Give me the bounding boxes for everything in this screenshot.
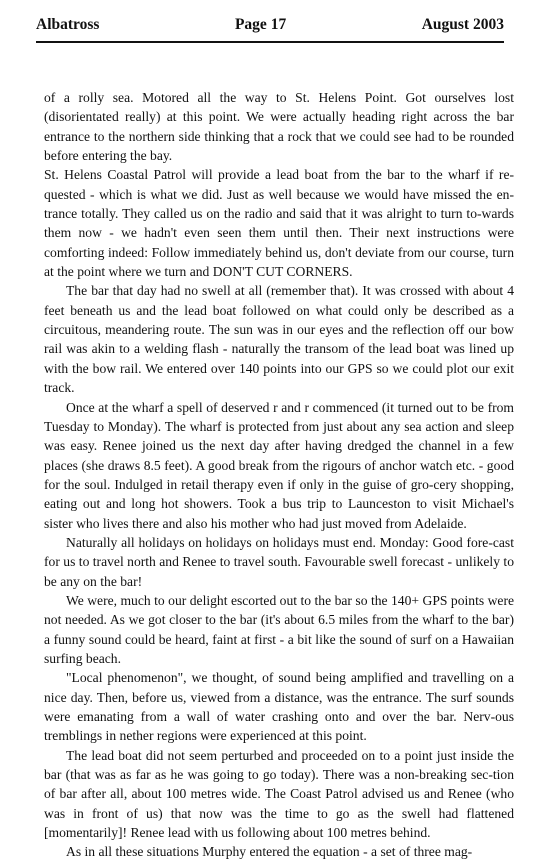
paragraph: We were, much to our delight escorted out to the bar so the 140+ GPS points were not needed. As we got closer to the bar (it's about 6.5 miles from the wharf to the bar) a funny sound could be heard, faint at first - a bit like the sound of surf on a Hawaiian surfing beach. xyxy=(44,592,514,666)
paragraph: St. Helens Coastal Patrol will provide a lead boat from the bar to the wharf if re-quested - which is what we did. Just as well because we would have missed the en-trance totally. They called us on the radio and said that it was alright to turn to-wards them now - we hadn't even seen them until then. Their next instructions were comforting indeed: Follow immediately behind us, don't deviate from our course, turn at the point where we turn and DON'T CUT CORNERS. xyxy=(44,167,514,280)
publication-title: Albatross xyxy=(36,16,100,33)
issue-date: August 2003 xyxy=(421,16,504,33)
paragraph: As in all these situations Murphy entered the equation - a set of three mag- xyxy=(66,844,473,860)
paragraph: The bar that day had no swell at all (remember that). It was crossed with about 4 feet beneath us and the lead boat followed on what could only be described as a circuitous, meandering route. The sun was in our eyes and the reflection off our bow rail was akin to a welding flash - naturally the transom of the lead boat was lined up with the bow rail. We entered over 140 points into our GPS so we could plot our exit track. xyxy=(44,283,514,396)
article-body xyxy=(44,88,514,862)
paragraph: Once at the wharf a spell of deserved r and r commenced (it turned out to be from Tuesday to Monday). The wharf is protected from just about any sea action and sleep was easy. Renee joined us the next day after having dredged the channel in a few places (she draws 8.5 feet). A good break from the rigours of anchor watch etc. - good for the soul. Indulged in retail therapy even if only in the guise of gro-cery shopping, eating out and long hot showers. Took a bus trip to Launceston to visit Michael's sister who lives there and also his mother who had just moved from Adelaide. xyxy=(44,399,514,531)
paragraph: of a rolly sea. Motored all the way to St. Helens Point. Got ourselves lost (disorientated really) at this point. We were actually heading right across the bar entrance to the northern side thinking that a rock that we could see had to be rounded before entering the bay. xyxy=(44,90,514,164)
header-rule xyxy=(36,41,504,43)
page-header xyxy=(36,16,504,40)
page-number: Page 17 xyxy=(234,16,287,33)
paragraph: Naturally all holidays on holidays on holidays must end. Monday: Good fore-cast for us to travel north and Renee to travel south. Favourable swell forecast - unlikely to be any on the bar! xyxy=(44,534,514,589)
paragraph: "Local phenomenon", we thought, of sound being amplified and travelling on a nice day. Then, before us, viewed from a distance, was the entrance. The surf sounds were emanating from a wall of water crashing onto and over the bar. Nerv-ous tremblings in nether regions were experienced at this point. xyxy=(44,670,514,744)
paragraph: The lead boat did not seem perturbed and proceeded on to a point just inside the bar (that was as far as he was going to go today). There was a non-breaking sec-tion of bar after all, about 100 metres wide. The Coast Patrol advised us and Renee (who was in front of us) that now was the time to go as the swell had flattened [momentarily]! Renee lead with us following about 100 metres behind. xyxy=(44,747,514,841)
